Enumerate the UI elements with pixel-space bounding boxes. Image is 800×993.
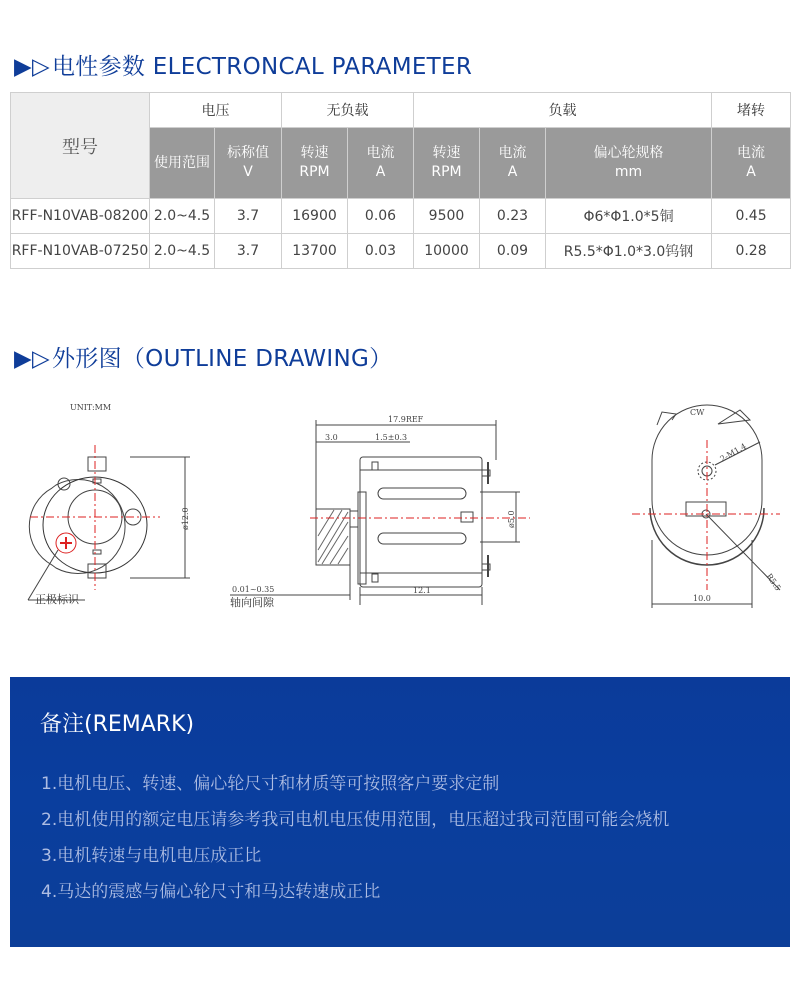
remark-panel bbox=[10, 677, 790, 947]
cell-rated: 3.7 bbox=[215, 199, 282, 234]
list-item: 3.电机转速与电机电压成正比 bbox=[41, 846, 262, 866]
axial-play-text: 轴向间隙 bbox=[230, 596, 274, 609]
polarity-label: 正极标识 bbox=[35, 593, 79, 606]
load-header: 负载 bbox=[414, 93, 712, 128]
voltage-header: 电压 bbox=[150, 93, 282, 128]
no-load-speed-header: 转速 RPM bbox=[282, 128, 348, 199]
cell-range: 2.0~4.5 bbox=[150, 234, 215, 269]
cell-nl-current: 0.03 bbox=[348, 234, 414, 269]
unit-label: UNIT:MM bbox=[70, 403, 112, 412]
cell-eccentric: Φ6*Φ1.0*5铜 bbox=[546, 199, 712, 234]
remark-title: 备注(REMARK) bbox=[40, 712, 195, 737]
section-title-electrical bbox=[14, 48, 472, 81]
stall-header: 堵转 bbox=[712, 93, 791, 128]
section-title-outline bbox=[14, 340, 392, 373]
list-item: 4.马达的震感与偏心轮尺寸和马达转速成正比 bbox=[41, 882, 381, 902]
cell-rated: 3.7 bbox=[215, 234, 282, 269]
front-view-body bbox=[29, 480, 125, 574]
rated-header: 标称值 V bbox=[215, 128, 282, 199]
cell-nl-speed: 13700 bbox=[282, 234, 348, 269]
list-item: 1.电机电压、转速、偏心轮尺寸和材质等可按照客户要求定制 bbox=[41, 774, 500, 794]
no-load-current-header: 电流 A bbox=[348, 128, 414, 199]
shaft-spec-label: 2-M1.4 bbox=[718, 441, 748, 464]
length-ref-label: 17.9REF bbox=[388, 415, 424, 424]
width-label: 10.0 bbox=[693, 594, 711, 603]
axial-play-label: 0.01~0.35 bbox=[232, 585, 275, 594]
parameter-table bbox=[10, 92, 791, 269]
dia-boss-label: ø5.0 bbox=[507, 510, 516, 528]
cell-range: 2.0~4.5 bbox=[150, 199, 215, 234]
cell-stall: 0.45 bbox=[712, 199, 791, 234]
load-speed-header: 转速 RPM bbox=[414, 128, 480, 199]
section-title-text: 电性参数 ELECTRONCAL PARAMETER bbox=[51, 54, 473, 80]
radius-label: R5.5 bbox=[764, 571, 783, 593]
cell-model: RFF-N10VAB-08200 bbox=[11, 199, 150, 234]
table-row bbox=[11, 199, 791, 234]
cell-l-current: 0.23 bbox=[480, 199, 546, 234]
cell-l-speed: 10000 bbox=[414, 234, 480, 269]
dia-body-label: ø12.0 bbox=[181, 507, 190, 530]
section-arrows-icon: ▶▷ bbox=[14, 346, 50, 372]
rotation-label: CW bbox=[690, 408, 705, 417]
cell-nl-speed: 16900 bbox=[282, 199, 348, 234]
section-arrows-icon: ▶▷ bbox=[14, 54, 50, 80]
cell-l-current: 0.09 bbox=[480, 234, 546, 269]
section-title-text: 外形图（OUTLINE DRAWING） bbox=[51, 346, 393, 372]
load-current-header: 电流 A bbox=[480, 128, 546, 199]
table-row bbox=[11, 234, 791, 269]
cell-nl-current: 0.06 bbox=[348, 199, 414, 234]
eccentric-header: 偏心轮规格 mm bbox=[546, 128, 712, 199]
cell-stall: 0.28 bbox=[712, 234, 791, 269]
boss-len-label: 1.5±0.3 bbox=[375, 433, 408, 442]
cell-model: RFF-N10VAB-07250 bbox=[11, 234, 150, 269]
no-load-header: 无负载 bbox=[282, 93, 414, 128]
list-item: 2.电机使用的额定电压请参考我司电机电压使用范围，电压超过我司范围可能会烧机 bbox=[41, 810, 670, 830]
stall-current-header: 电流 A bbox=[712, 128, 791, 199]
shaft-len-label: 3.0 bbox=[325, 433, 338, 442]
cell-l-speed: 9500 bbox=[414, 199, 480, 234]
body-len-label: 12.1 bbox=[413, 586, 431, 595]
model-header: 型号 bbox=[11, 93, 150, 199]
use-range-header: 使用范围 bbox=[150, 128, 215, 199]
cell-eccentric: R5.5*Φ1.0*3.0钨钢 bbox=[546, 234, 712, 269]
remark-list bbox=[41, 769, 669, 913]
outline-drawing bbox=[0, 390, 800, 620]
